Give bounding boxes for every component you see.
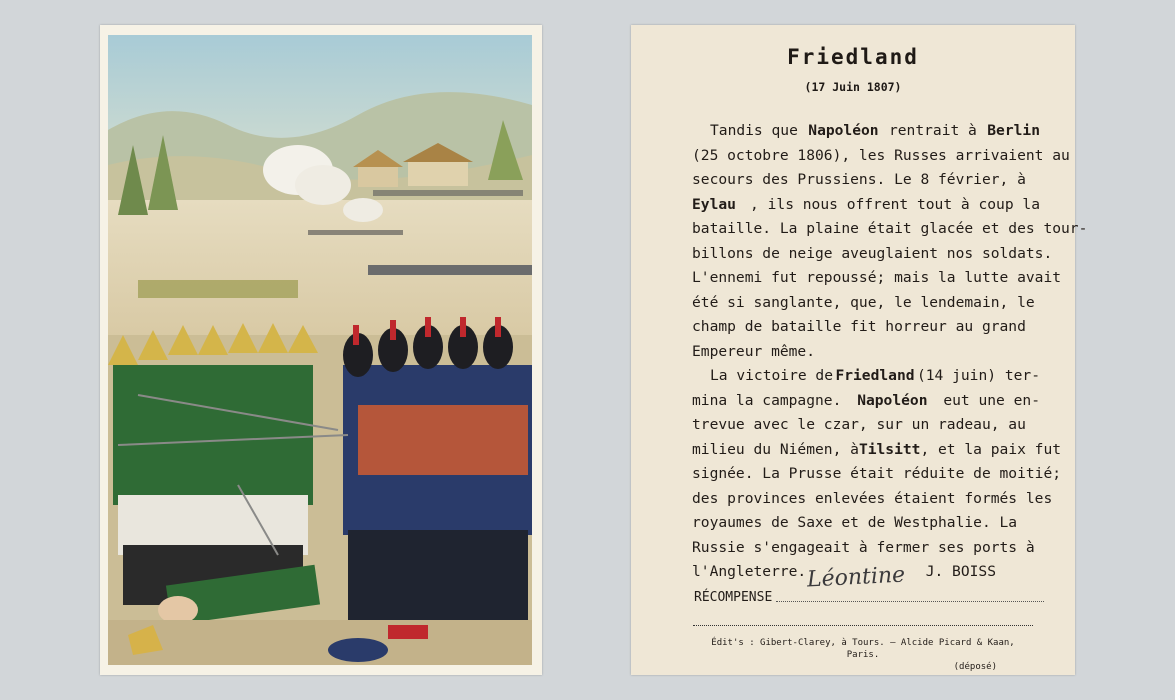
text-line: [692, 193, 1040, 218]
text-span: Russie s'engageait à fermer ses ports à: [692, 538, 1035, 556]
text-span: bataille. La plaine était glacée et des tour-: [692, 220, 1088, 237]
text-span: milieu du Niémen, à: [692, 440, 859, 458]
text-span: champ de bataille fit horreur au grand: [692, 318, 1026, 335]
name-eylau: Eylau: [692, 195, 736, 213]
text-line: [692, 119, 1040, 144]
text-span: (14 juin) ter-: [916, 367, 1040, 384]
name-tilsitt: Tilsitt: [858, 440, 921, 458]
name-napoleon: Napoléon: [808, 122, 879, 139]
text-span: signée. La Prusse était réduite de moitié;: [692, 465, 1062, 482]
text-line: [692, 511, 1040, 536]
text-line: [692, 413, 1040, 438]
green-infantry: [108, 323, 318, 605]
text-span: royaumes de Saxe et de Westphalie. La: [692, 514, 1018, 531]
card-body: [692, 119, 1088, 585]
text-line: [692, 364, 1040, 389]
text-line: [692, 438, 1062, 463]
text-line: [692, 242, 1053, 267]
card-title: Friedland: [787, 45, 919, 69]
deposit-note: (déposé): [953, 662, 997, 672]
text-card: [631, 25, 1088, 675]
text-line: [692, 536, 1040, 561]
text-line: [692, 462, 1062, 487]
battle-scene-image: [108, 35, 532, 665]
text-span: , et la paix fut: [920, 440, 1062, 458]
text-line: [692, 389, 1040, 414]
handwritten-name: Léontine: [806, 562, 906, 593]
text-line: [692, 315, 1040, 340]
publisher-footer: [693, 637, 1033, 673]
text-span: eut une en-: [943, 391, 1040, 409]
text-line: [692, 217, 1088, 242]
text-span: mina la campagne.: [692, 391, 842, 409]
text-line: [692, 144, 1070, 169]
text-span: Empereur même.: [692, 342, 816, 360]
author-signature: J. BOISS: [925, 563, 996, 580]
text-span: rentrait à: [888, 122, 977, 139]
text-span: secours des Prussiens. Le 8 février, à: [692, 171, 1026, 188]
footer-divider: [693, 625, 1033, 626]
text-span: été si sanglante, que, le lendemain, le: [692, 293, 1035, 311]
blue-infantry: [343, 317, 532, 620]
recompense-label: RÉCOMPENSE: [694, 590, 773, 605]
text-span: L'ennemi fut repoussé; mais la lutte avait: [692, 269, 1062, 286]
text-line: [692, 168, 1040, 193]
text-line: [692, 291, 1040, 316]
name-napoleon: Napoléon: [857, 391, 928, 409]
text-span: l'Angleterre.: [692, 563, 807, 580]
battle-illustration: [108, 35, 532, 665]
recompense-dotted-line: [776, 600, 1044, 602]
publisher-line: Édit's : Gibert-Clarey, à Tours. — Alcide Picard & Kaan, Paris.: [711, 638, 1015, 660]
text-span: Tandis que: [710, 122, 798, 139]
illustration-card: [100, 25, 542, 675]
text-line: [692, 487, 1053, 512]
text-span: (25 octobre 1806), les Russes arrivaient au: [692, 146, 1070, 164]
text-line: [692, 266, 1062, 291]
name-friedland: Friedland: [835, 367, 915, 384]
name-berlin: Berlin: [987, 122, 1040, 139]
card-date: (17 Juin 1807): [804, 80, 902, 94]
text-span: billons de neige aveuglaient nos soldats.: [692, 244, 1053, 262]
text-span: La victoire de: [710, 367, 834, 384]
text-span: , ils nous offrent tout à coup la: [750, 195, 1040, 213]
text-line: [692, 340, 1040, 365]
text-span: trevue avec le czar, sur un radeau, au: [692, 416, 1026, 433]
text-span: des provinces enlevées étaient formés les: [692, 489, 1053, 507]
